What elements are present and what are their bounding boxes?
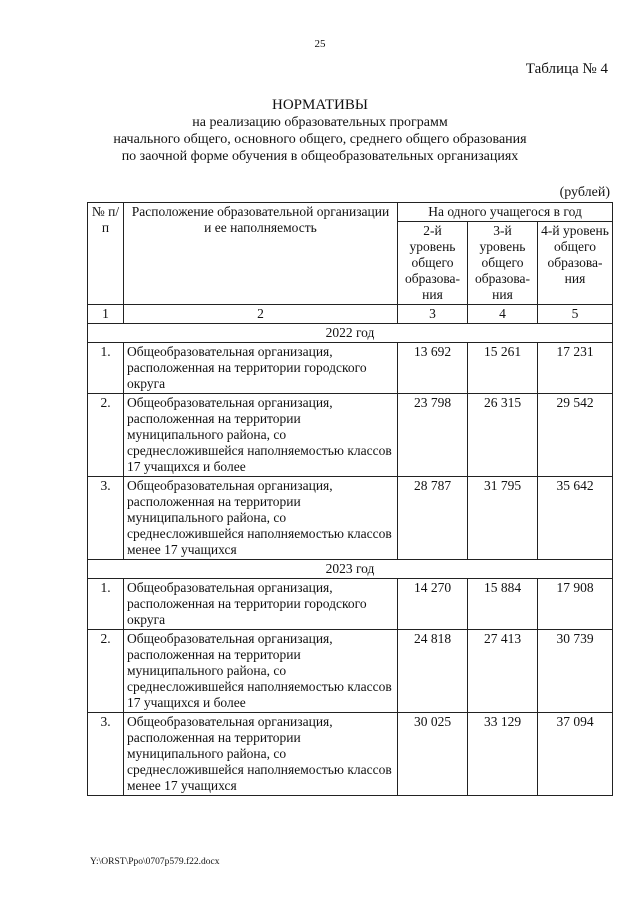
header-level-3: 3-й уровень общего образова-ния — [468, 222, 538, 305]
row-num: 1. — [88, 579, 124, 630]
row-value: 33 129 — [468, 713, 538, 796]
row-value: 14 270 — [398, 579, 468, 630]
heading-line-3: по заочной форме обучения в общеобразовательных организациях — [121, 149, 519, 164]
header-per-student: На одного учащегося в год — [398, 203, 613, 222]
row-num: 2. — [88, 630, 124, 713]
heading-line-1: на реализацию образовательных программ — [192, 115, 448, 130]
row-value: 30 025 — [398, 713, 468, 796]
table-row — [88, 343, 613, 394]
column-index: 2 — [124, 305, 398, 324]
row-value: 15 261 — [468, 343, 538, 394]
row-name: Общеобразовательная организация, расположенная на территории муниципального района, со среднесложившейся наполняемостью классов 17 учащихся и более — [124, 394, 398, 477]
page-number: 25 — [314, 38, 326, 50]
row-value: 29 542 — [538, 394, 613, 477]
header-location: Расположение образовательной организации и ее наполняемость — [124, 203, 398, 305]
row-num: 1. — [88, 343, 124, 394]
row-value: 17 908 — [538, 579, 613, 630]
row-name: Общеобразовательная организация, расположенная на территории муниципального района, со среднесложившейся наполняемостью классов 17 учащихся и более — [124, 630, 398, 713]
row-value: 15 884 — [468, 579, 538, 630]
row-name: Общеобразовательная организация, расположенная на территории городского округа — [124, 579, 398, 630]
heading-line-2: начального общего, основного общего, среднего общего образования — [113, 132, 527, 147]
currency-note: (рублей) — [559, 185, 610, 200]
column-index: 4 — [468, 305, 538, 324]
file-path-footer: Y:\ORST\Ppo\0707p579.f22.docx — [90, 857, 220, 867]
table-row — [88, 630, 613, 713]
table-row — [88, 477, 613, 560]
row-num: 3. — [88, 477, 124, 560]
column-index: 5 — [538, 305, 613, 324]
table-label: Таблица № 4 — [525, 61, 608, 77]
row-value: 23 798 — [398, 394, 468, 477]
row-value: 26 315 — [468, 394, 538, 477]
row-num: 3. — [88, 713, 124, 796]
table-row — [88, 579, 613, 630]
header-level-2: 2-й уровень общего образова-ния — [398, 222, 468, 305]
row-value: 30 739 — [538, 630, 613, 713]
row-num: 2. — [88, 394, 124, 477]
row-value: 17 231 — [538, 343, 613, 394]
header-num: № п/п — [88, 203, 124, 305]
column-index-row — [88, 305, 613, 324]
row-value: 37 094 — [538, 713, 613, 796]
document-heading — [0, 96, 640, 165]
row-name: Общеобразовательная организация, расположенная на территории муниципального района, со среднесложившейся наполняемостью классов менее 17 учащихся — [124, 477, 398, 560]
header-level-4: 4-й уровень общего образова-ния — [538, 222, 613, 305]
year-row — [88, 560, 613, 579]
column-index: 1 — [88, 305, 124, 324]
column-index: 3 — [398, 305, 468, 324]
heading-title: НОРМАТИВЫ — [272, 97, 368, 113]
row-name: Общеобразовательная организация, расположенная на территории муниципального района, со среднесложившейся наполняемостью классов менее 17 учащихся — [124, 713, 398, 796]
year-row — [88, 324, 613, 343]
row-value: 24 818 — [398, 630, 468, 713]
row-name: Общеобразовательная организация, расположенная на территории городского округа — [124, 343, 398, 394]
norms-table — [87, 202, 613, 796]
table-row — [88, 713, 613, 796]
table-row — [88, 394, 613, 477]
row-value: 35 642 — [538, 477, 613, 560]
year-label: 2023 год — [88, 560, 613, 579]
row-value: 31 795 — [468, 477, 538, 560]
row-value: 27 413 — [468, 630, 538, 713]
row-value: 28 787 — [398, 477, 468, 560]
row-value: 13 692 — [398, 343, 468, 394]
year-label: 2022 год — [88, 324, 613, 343]
